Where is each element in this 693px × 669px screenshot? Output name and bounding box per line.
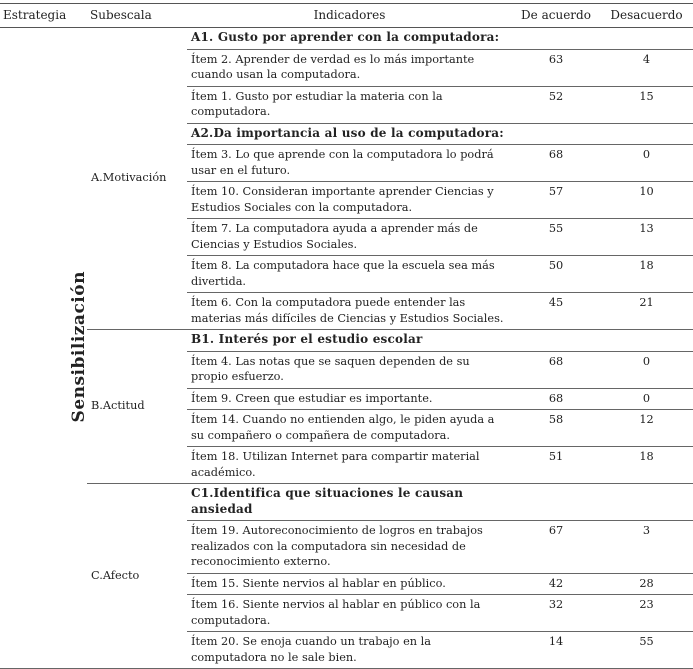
disagree-value: 13: [600, 219, 693, 256]
indicator-text: Ítem 7. La computadora ayuda a aprender más de Ciencias y Estudios Sociales.: [187, 219, 512, 256]
group-heading: A1. Gusto por aprender con la computadora:: [187, 28, 512, 50]
empty-cell: [600, 28, 693, 50]
group-heading: C1.Identifica que situaciones le causan ansiedad: [187, 484, 512, 521]
strategy-label: Sensibilización: [68, 271, 89, 423]
agree-value: 45: [512, 293, 600, 330]
agree-value: 57: [512, 182, 600, 219]
disagree-value: 0: [600, 388, 693, 410]
agree-value: 50: [512, 256, 600, 293]
indicator-text: Ítem 14. Cuando no entienden algo, le piden ayuda a su compañero o compañera de computadora.: [187, 410, 512, 447]
header-row: [0, 4, 693, 28]
group-heading: B1. Interés por el estudio escolar: [187, 330, 512, 352]
disagree-value: 0: [600, 145, 693, 182]
group-heading: A2.Da importancia al uso de la computadora:: [187, 123, 512, 145]
indicator-text: Ítem 9. Creen que estudiar es importante.: [187, 388, 512, 410]
header-indicators: Indicadores: [187, 4, 512, 28]
strategy-cell: [0, 28, 87, 669]
subscale-cell: B.Actitud: [87, 330, 187, 484]
agree-value: 32: [512, 595, 600, 632]
disagree-value: 0: [600, 351, 693, 388]
empty-cell: [512, 484, 600, 521]
group-heading-row: [0, 484, 693, 521]
header-agree: De acuerdo: [512, 4, 600, 28]
agree-value: 68: [512, 388, 600, 410]
header-disagree: Desacuerdo: [600, 4, 693, 28]
disagree-value: 3: [600, 521, 693, 574]
indicator-text: Ítem 16. Siente nervios al hablar en público con la computadora.: [187, 595, 512, 632]
agree-value: 55: [512, 219, 600, 256]
agree-value: 14: [512, 632, 600, 669]
indicator-text: Ítem 15. Siente nervios al hablar en público.: [187, 573, 512, 595]
disagree-value: 55: [600, 632, 693, 669]
header-strategy: Estrategia: [0, 4, 87, 28]
agree-value: 58: [512, 410, 600, 447]
group-heading-row: [0, 330, 693, 352]
indicator-text: Ítem 19. Autoreconocimiento de logros en trabajos realizados con la computadora sin necesidad de reconocimiento externo.: [187, 521, 512, 574]
agree-value: 51: [512, 447, 600, 484]
indicator-text: Ítem 4. Las notas que se saquen dependen de su propio esfuerzo.: [187, 351, 512, 388]
agree-value: 52: [512, 86, 600, 123]
agree-value: 67: [512, 521, 600, 574]
subscale-cell: A.Motivación: [87, 28, 187, 330]
header-subscale: Subescala: [87, 4, 187, 28]
disagree-value: 15: [600, 86, 693, 123]
empty-cell: [512, 28, 600, 50]
indicator-text: Ítem 1. Gusto por estudiar la materia con la computadora.: [187, 86, 512, 123]
indicator-text: Ítem 10. Consideran importante aprender Ciencias y Estudios Sociales con la computadora.: [187, 182, 512, 219]
empty-cell: [600, 484, 693, 521]
group-heading-row: [0, 28, 693, 50]
disagree-value: 18: [600, 447, 693, 484]
disagree-value: 10: [600, 182, 693, 219]
table-body: [0, 28, 693, 669]
disagree-value: 4: [600, 49, 693, 86]
empty-cell: [512, 123, 600, 145]
agree-value: 68: [512, 351, 600, 388]
disagree-value: 18: [600, 256, 693, 293]
indicator-text: Ítem 2. Aprender de verdad es lo más importante cuando usan la computadora.: [187, 49, 512, 86]
agree-value: 68: [512, 145, 600, 182]
subscale-cell: C.Afecto: [87, 484, 187, 669]
indicator-text: Ítem 6. Con la computadora puede entender las materias más difíciles de Ciencias y Estudios Sociales.: [187, 293, 512, 330]
results-table: [0, 3, 693, 669]
indicator-text: Ítem 20. Se enoja cuando un trabajo en la computadora no le sale bien.: [187, 632, 512, 669]
disagree-value: 28: [600, 573, 693, 595]
disagree-value: 23: [600, 595, 693, 632]
indicator-text: Ítem 8. La computadora hace que la escuela sea más divertida.: [187, 256, 512, 293]
indicator-text: Ítem 3. Lo que aprende con la computadora lo podrá usar en el futuro.: [187, 145, 512, 182]
agree-value: 42: [512, 573, 600, 595]
empty-cell: [600, 123, 693, 145]
agree-value: 63: [512, 49, 600, 86]
disagree-value: 21: [600, 293, 693, 330]
empty-cell: [600, 330, 693, 352]
indicator-text: Ítem 18. Utilizan Internet para compartir material académico.: [187, 447, 512, 484]
empty-cell: [512, 330, 600, 352]
disagree-value: 12: [600, 410, 693, 447]
